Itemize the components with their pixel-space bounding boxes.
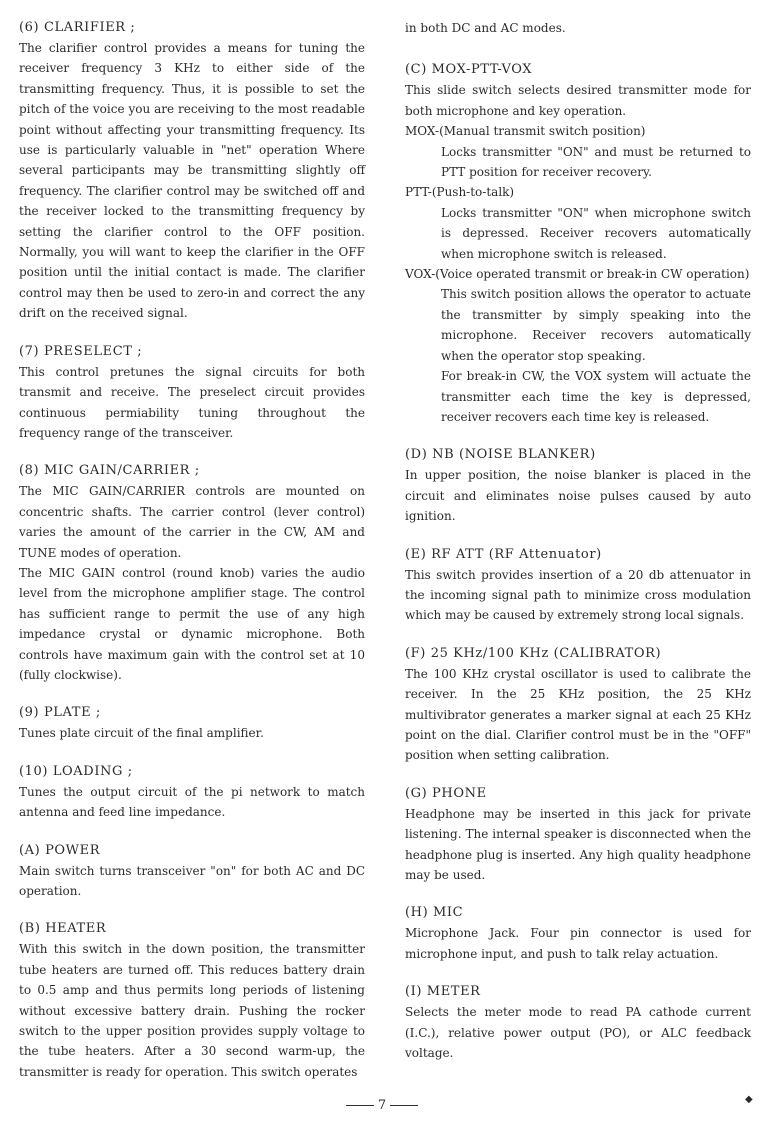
section-text: This slide switch selects desired transmitter mode for both microphone and key operation. <box>405 83 751 118</box>
section-calibrator <box>405 644 751 766</box>
section-heading: (C) MOX-PTT-VOX <box>405 62 533 78</box>
section-phone <box>405 784 751 886</box>
section-heading: (6) CLARIFIER ; <box>19 20 136 35</box>
section-preselect <box>19 342 365 444</box>
section-heater <box>19 919 365 1082</box>
page-number-value: 7 <box>377 1098 387 1113</box>
section-text: The clarifier control provides a means for tuning the receiver frequency 3 KHz to either side of the transmitting frequency. Thus, it is possible to set the pitch of the voice you are receiving to the most readable point without affecting your transmitting frequency. Its use is particularly valuable in "net" operation Where several participants may be transmitting slightly off frequency. The clarifier control may be switched off and the receiver locked to the transmitting frequency by setting the clarifier control to the OFF position. Normally, you will want to keep the clarifier in the OFF position until the initial contact is made. The clarifier control may then be used to zero-in and correct the any drift on the received signal. <box>19 41 365 321</box>
mode-term-mox: MOX-(Manual transmit switch position) <box>405 124 646 139</box>
section-text: This switch provides insertion of a 20 db attenuator in the incoming signal path to minimize cross modulation which may be caused by extremely strong local signals. <box>405 567 751 623</box>
section-text: Main switch turns transceiver "on" for both AC and DC operation. <box>19 863 365 898</box>
mode-desc-vox-cw: For break-in CW, the VOX system will actuate the transmitter each time the key is depressed, receiver recovers each time key is released. <box>441 369 751 424</box>
section-text: Tunes plate circuit of the final amplifier. <box>19 726 264 741</box>
section-heading: (E) RF ATT (RF Attenuator) <box>405 546 602 562</box>
page-number <box>340 1098 424 1113</box>
section-mic-gain-carrier <box>19 461 365 685</box>
section-text: Selects the meter mode to read PA cathode current (I.C.), relative power output (PO), or ALC feedback voltage. <box>405 1005 751 1061</box>
section-text: Microphone Jack. Four pin connector is used for microphone input, and push to talk relay actuation. <box>405 926 751 961</box>
section-heading: (B) HEATER <box>19 921 107 937</box>
section-text-continued: The MIC GAIN control (round knob) varies the audio level from the microphone amplifier stage. The control has sufficient range to permit the use of any high impedance crystal or dynamic microphone. Both controls have maximum gain with the control set at 10 (fully clockwise). <box>19 565 365 682</box>
section-text: In upper position, the noise blanker is placed in the circuit and eliminates noise pulses caused by auto ignition. <box>405 468 751 524</box>
section-plate <box>19 703 365 743</box>
page-number-rule-right <box>390 1105 418 1106</box>
section-loading <box>19 762 365 823</box>
continued-text: in both DC and AC modes. <box>405 21 566 35</box>
section-heading: (G) PHONE <box>405 785 487 801</box>
mode-desc-mox: Locks transmitter "ON" and must be returned to PTT position for receiver recovery. <box>441 144 751 180</box>
section-text: With this switch in the down position, the transmitter tube heaters are turned off. This reduces battery drain to 0.5 amp and thus permits long periods of listening without excessive battery drain. Pushing the rocker switch to the upper position provides supply voltage to the tube heaters. After a 30 second warm-up, the transmitter is ready for operation. This switch operates <box>19 942 365 1079</box>
section-heading: (9) PLATE ; <box>19 705 101 721</box>
mode-desc-vox: This switch position allows the operator to actuate the transmitter by simply speaking into the microphone. Receiver recovers automatically when the operator stop speaking. <box>441 287 751 363</box>
left-column <box>19 18 365 1096</box>
section-heading: (H) MIC <box>405 905 464 921</box>
section-mic <box>405 903 751 964</box>
section-rf-attenuator <box>405 545 751 626</box>
section-heading: (D) NB (NOISE BLANKER) <box>405 447 596 463</box>
mode-term-vox: VOX-(Voice operated transmit or break-in CW operation) <box>405 267 750 282</box>
section-power <box>19 841 365 902</box>
section-text: Tunes the output circuit of the pi network to match antenna and feed line impedance. <box>19 784 365 820</box>
section-meter <box>405 982 751 1063</box>
section-mox-ptt-vox <box>405 60 751 427</box>
mode-desc-ptt: Locks transmitter "ON" when microphone switch is depressed. Receiver recovers automatically when microphone switch is released. <box>441 205 751 261</box>
section-heading: (8) MIC GAIN/CARRIER ; <box>19 463 200 479</box>
section-heading: (A) POWER <box>19 842 101 858</box>
section-clarifier <box>19 18 365 324</box>
mode-term-ptt: PTT-(Push-to-talk) <box>405 185 515 200</box>
section-heading: (10) LOADING ; <box>19 763 133 779</box>
section-heading: (7) PRESELECT ; <box>19 343 143 359</box>
section-text: The 100 KHz crystal oscillator is used to calibrate the receiver. In the 25 KHz position, the 25 KHz multivibrator generates a marker signal at each 25 KHz point on the dial. Clarifier control must be in the "OFF" position when setting calibration. <box>405 666 751 763</box>
section-noise-blanker <box>405 445 751 526</box>
right-column <box>405 18 751 1077</box>
page-number-rule-left <box>346 1105 374 1106</box>
section-text: Headphone may be inserted in this jack for private listening. The internal speaker is disconnected when the headphone plug is inserted. Any high quality headphone may be used. <box>405 806 751 882</box>
section-text: This control pretunes the signal circuits for both transmit and receive. The preselect circuit provides continuous permiability tuning throughout the frequency range of the transceiver. <box>19 364 365 440</box>
section-heading: (F) 25 KHz/100 KHz (CALIBRATOR) <box>405 645 662 661</box>
corner-mark-icon: ◆ <box>745 1094 753 1105</box>
section-text: The MIC GAIN/CARRIER controls are mounted on concentric shafts. The carrier control (lever control) varies the amount of the carrier in the CW, AM and TUNE modes of operation. <box>19 484 365 560</box>
section-heading: (I) METER <box>405 984 481 1000</box>
